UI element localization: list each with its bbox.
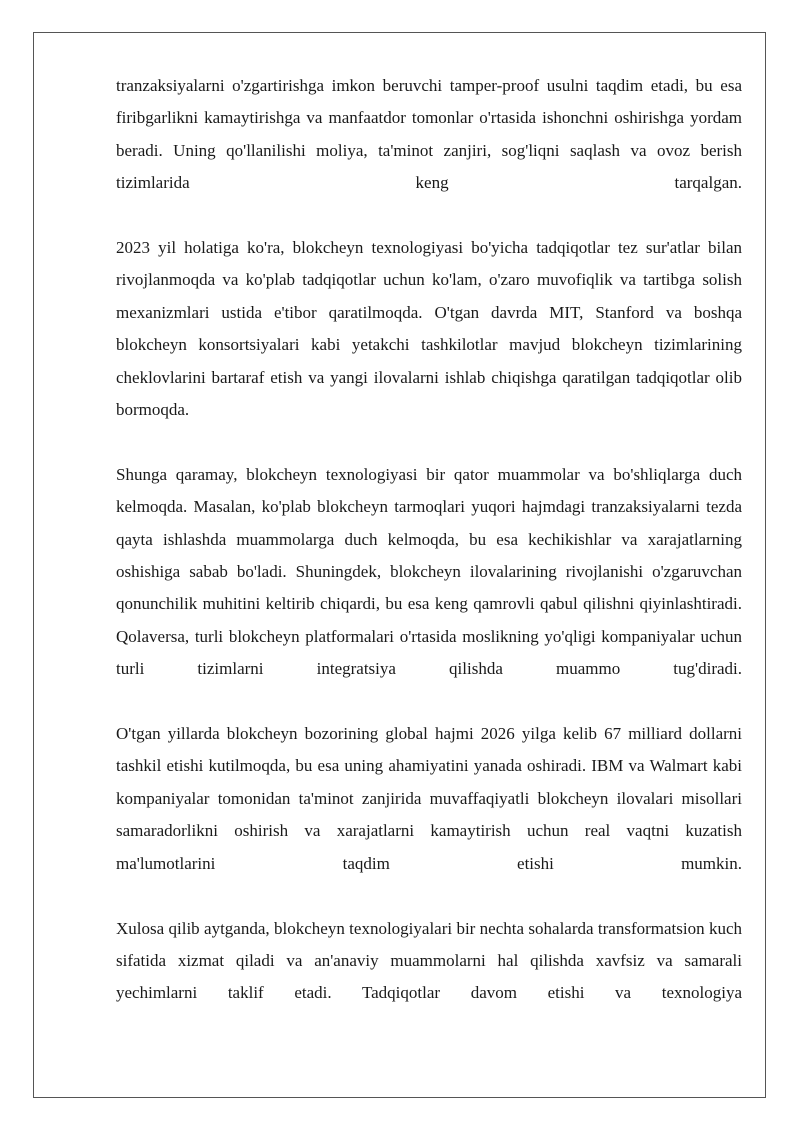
paragraph-1: tranzaksiyalarni o'zgartirishga imkon beruvchi tamper-proof usulni taqdim etadi, bu esa firibgarlikni kamaytirishga va manfaatdor tomonlar o'rtasida ishonchni oshirishga yordam beradi. Uning qo'llanilishi moliya, ta'minot zanjiri, sog'liqni saqlash va ovoz berish tizimlarida keng tarqalgan. (116, 76, 742, 193)
paragraph-2: 2023 yil holatiga ko'ra, blokcheyn texnologiyasi bo'yicha tadqiqotlar tez sur'atlar bilan rivojlanmoqda va ko'plab tadqiqotlar uchun ko'lam, o'zaro muvofiqlik va tartibga solish mexanizmlari ustida e'tibor qaratilmoqda. O'tgan davrda MIT, Stanford va boshqa blokcheyn konsortsiyalari kabi yetakchi tashkilotlar mavjud blokcheyn tizimlarining cheklovlarini bartaraf etish va yangi ilovalarni ishlab chiqishga qaratilgan tadqiqotlar olib bormoqda. (116, 238, 742, 420)
paragraph-4: O'tgan yillarda blokcheyn bozorining global hajmi 2026 yilga kelib 67 milliard dollarni tashkil etishi kutilmoqda, bu esa uning ahamiyatini yanada oshiradi. IBM va Walmart kabi kompaniyalar tomonidan ta'minot zanjirida muvaffaqiyatli blokcheyn ilovalari misollari samaradorlikni oshirish va xarajatlarni kamaytirish uchun real vaqtni kuzatish ma'lumotlarini taqdim etishi mumkin. (116, 724, 742, 873)
document-body (116, 70, 742, 1010)
paragraph-3: Shunga qaramay, blokcheyn texnologiyasi bir qator muammolar va bo'shliqlarga duch kelmoqda. Masalan, ko'plab blokcheyn tarmoqlari yuqori hajmdagi tranzaksiyalarni tezda qayta ishlashda muammolarga duch kelmoqda, bu esa kechikishlar va xarajatlarning oshishiga sabab bo'ladi. Shuningdek, blokcheyn ilovalarining rivojlanishi o'zgaruvchan qonunchilik muhitini keltirib chiqardi, bu esa keng qamrovli qabul qilishni qiyinlashtiradi. Qolaversa, turli blokcheyn platformalari o'rtasida moslikning yo'qligi kompaniyalar uchun turli tizimlarni integratsiya qilishda muammo tug'diradi. (116, 464, 742, 679)
paragraph-5: Xulosa qilib aytganda, blokcheyn texnologiyalari bir nechta sohalarda transformatsion kuch sifatida xizmat qiladi va an'anaviy muammolarni hal qilishda xavfsiz va samarali yechimlarni taklif etadi. Tadqiqotlar davom etishi va texnologiya (116, 918, 742, 1003)
